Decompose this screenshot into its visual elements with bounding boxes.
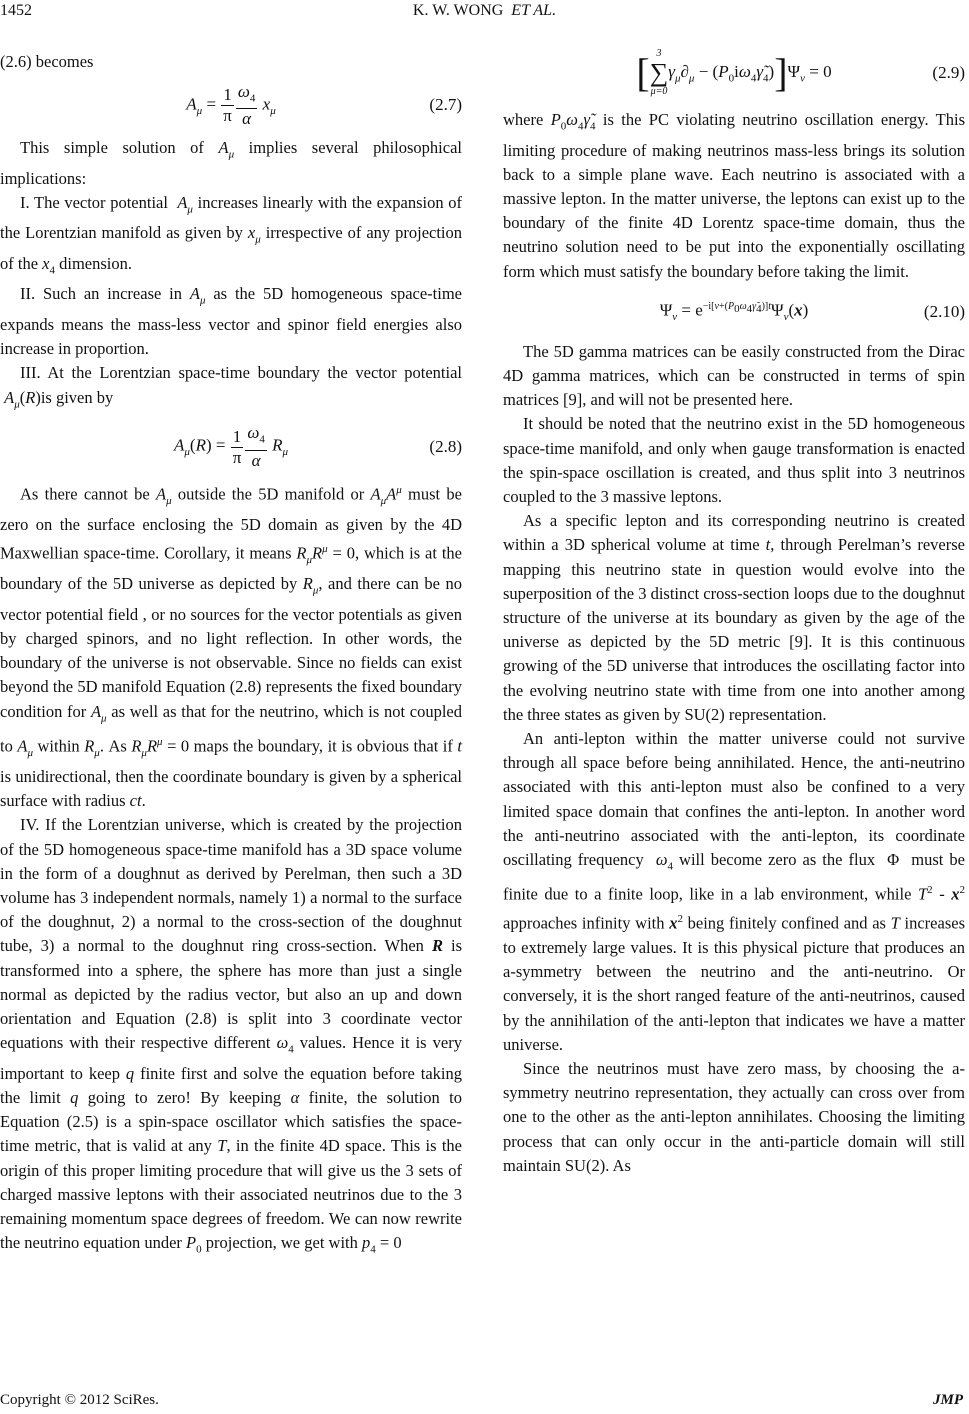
text: finite first and solve the equation before taking the limit — [0, 1063, 462, 1107]
text: increases linearly with the expansion of the Lorentzian manifold as given by — [0, 192, 463, 243]
text: increases to extremely large values. It is this physical picture that produces an a-symmetry between the neutrino and the anti-neutrino. Or conversely, it is the short ranged feature of the anti-neutrinos, caused by the annihilation of the anti-lepton that indicates we have a matter universe. — [503, 913, 965, 1054]
text: q — [125, 1063, 135, 1083]
text: maps the boundary, it is obvious that if — [189, 736, 458, 756]
text: being finitely confined and as — [682, 913, 891, 933]
text: is unidirectional, then the coordinate boundary is given by a spherical surface with radius — [0, 767, 462, 811]
eq-sub: μ — [270, 104, 276, 117]
text: where — [503, 110, 551, 129]
text: , through Perelman’s reverse mapping this neutrino state in question would evolve into the superposition of the 3 distinct cross-section loops due to the doughnut structure of the universe at its boundary as given by the age of the universe as depicted by the 5D metric [9]. It is this continuous growing of the 5D universe that introduces the oscillating factor into the evolving neutrino state with time from one into another among the three states as given by SU(2) representation. — [503, 535, 965, 724]
text: going to zero! By keeping — [78, 1087, 291, 1107]
alpha: α — [242, 108, 252, 128]
text: An anti-lepton within the matter universe could not survive through all space before being annihilated. Hence, the anti-neutrino associated with this anti-lepton must also be confined to a very limited space domain that confines the anti-lepton. In another word the anti-neutrino associated with the anti-lepton, its coordinate oscillating frequency — [503, 728, 965, 869]
text: . — [141, 791, 146, 811]
text: implies several philosophical implications: — [0, 138, 462, 188]
equation-2-9 — [503, 38, 965, 108]
text: approaches infinity with — [503, 913, 670, 933]
equation-number: (2.8) — [429, 436, 462, 456]
summation: 3 ∑ μ=0 — [649, 48, 669, 97]
text: As a specific lepton and its corresponding neutrino is created within a 3D spherical volume at time — [503, 511, 965, 555]
eq-symbol: x — [262, 94, 271, 114]
running-authors — [0, 2, 969, 20]
paragraph: IV. If the Lorentzian universe, which is created by the projection of the 5D homogeneous space-time manifold has a 3D space volume in the form of a doughnut as derived by Perelman, then such a 3D volume has 3 independent normals, namely 1) a normal to the surface of the doughnut, 2) a normal to the cross-section of the doughnut tube, 3) a normal to the doughnut ring cross-section. When R is transformed into a sphere, the sphere has more than just a single normal as depicted by the radius vector, but also an up and down orientation and Equation (2.8) is split into 3 coordinate vector equations with their respective different $\omega_4$ values. Hence it is very important to keep q finite first and solve the equation before taking the limit q going to zero! By keeping α finite, the solution to Equation (2.5) is a spin-space oscillator which satisfies the space-time metric, that is valid at any T, in the finite 4D space. This is the origin of this proper limiting procedure that will give us the 3 sets of charged massive leptons with their associated neutrinos due to the 3 remaining momentum space degrees of freedom. We can now rewrite the neutrino equation under $P_0$ projection, we get with $p_4 = 0$ — [0, 815, 462, 1256]
fraction — [236, 82, 258, 129]
equation-body: [ 3 ∑ μ=0 $\gamma_\mu\partial_\mu$ − $(P_0i\omega_4\gammã_4)]\Psi_\nu = 0$ — [636, 48, 832, 97]
text: irrespective of any projection of the — [0, 223, 463, 273]
sum-lower: μ=0 — [650, 86, 668, 97]
text: t — [457, 736, 462, 756]
denominator: π — [223, 105, 232, 125]
sum-upper: 3 — [656, 48, 662, 59]
fraction: $\frac{1}{\pi}$ — [232, 426, 242, 467]
paragraph: As there cannot be $A_\mu$ outside the 5D manifold or $A_\mu A^\mu$ must be zero on the surface enclosing the 5D domain as given by the 4D Maxwellian space-time. Corollary, it means $R_\mu R^\mu = 0$, which is at the boundary of the 5D universe as depicted by $R_\mu$, and there can be no vector potential field , or no sources for the vector potentials as given by charged spinors, and no light reflection. In other words, the boundary of the universe is not observable. Since no fields can exist beyond the 5D manifold Equation (2.8) represents the fixed boundary condition for $A_\mu$ as well as that for the neutrino, which is not coupled to $A_\mu$ within $R_\mu$. As $R_\mu R^\mu = 0$ maps the boundary, it is obvious that if t is unidirectional, then the coordinate boundary is given by a spherical surface with radius ct. — [0, 484, 462, 811]
denominator — [236, 109, 258, 129]
equation-body: $A_\mu(R)$ = $\frac{1}{\pi}$ $\frac{\omega_4}{\alpha}$ $R_\mu$ — [173, 423, 288, 470]
text: values. Hence it is very important to keep — [0, 1033, 462, 1083]
text: must be finite due to a finite loop, like in a lab environment, while — [503, 849, 966, 904]
copyright: Copyright © 2012 SciRes. — [0, 1392, 159, 1408]
paragraph — [503, 509, 965, 727]
omega: ω — [237, 81, 250, 101]
text: as well as that for the neutrino, which is not coupled to — [0, 701, 462, 756]
page-number: 1452 — [0, 2, 32, 19]
equation-number: (2.10) — [923, 301, 965, 321]
text: is the PC violating neutrino oscillation energy. This limiting procedure of making neutrinos mass-less brings its solution back to a simple plane wave. Each neutrino is associated with a massive lepton. In the matter universe, the leptons can exist up to the boundary of the finite 4D Lorentz space-time domain, thus the neutrino solution need to be put into the exponentially oscillating form which must satisfy the boundary before taking the limit. — [503, 110, 965, 281]
text: projection, we get with — [201, 1233, 363, 1253]
journal-name: JMP — [933, 1392, 963, 1408]
page-header — [0, 2, 969, 24]
text: as the 5D homogeneous space-time expands means the mass-less vector and spinor field energies also increase in proportion. — [0, 284, 462, 359]
numerator — [236, 82, 258, 109]
text: outside the 5D manifold or — [171, 484, 371, 504]
text: = 0 — [375, 1233, 402, 1253]
text: IV. If the Lorentzian universe, which is created by the projection of the 5D homogeneous space-time manifold has a 3D space volume in the form of a doughnut as derived by Perelman, then such a 3D volume has 3 independent normals, namely 1) a normal to the surface of the doughnut, 2) a normal to the cross-section of the doughnut tube, 3) a normal to the doughnut ring cross-section. When — [0, 815, 462, 956]
text: must be zero on the surface enclosing the 5D domain as given by the 4D Maxwellian space-time. Corollary, it means — [0, 484, 462, 563]
text: II. Such an increase in — [20, 284, 190, 304]
paragraph: This simple solution of $A_\mu$ implies several philosophical implications: — [0, 138, 462, 188]
paragraph: where $P_0\omega_4\gammã_4$ is the PC violating neutrino oscillation energy. This limiting procedure of making neutrinos mass-less brings its solution back to a simple plane wave. Each neutrino is associated with a massive lepton. In the matter universe, the leptons can exist up to the boundary of the finite 4D Lorentz space-time domain, thus the neutrino solution need to be put into the exponentially oscillating form which must satisfy the boundary before taking the limit. — [503, 110, 965, 281]
text: ct — [129, 791, 142, 811]
eq-sub: 4 — [249, 91, 256, 104]
paragraph: Since the neutrinos must have zero mass, by choosing the a-symmetry neutrino representation, they actually can cross over from one to the other as the anti-lepton annihilates. Choosing the limiting process that can only occur in the anti-particle domain will still maintain SU(2). As — [503, 1058, 965, 1175]
text: q — [70, 1087, 79, 1107]
numerator: 1 — [221, 85, 234, 106]
fraction — [221, 85, 234, 126]
paragraph: III. At the Lorentzian space-time boundary the vector potential $A_\mu(R)is$ given by — [4, 363, 462, 410]
text: , in the finite 4D space. This is the origin of this proper limiting procedure that will give us the 3 sets of charged massive leptons with their associated neutrinos due to the 3 remaining momentum space degrees of freedom. We can now rewrite the neutrino equation under — [0, 1136, 462, 1253]
equation-2-10 — [503, 284, 965, 340]
equation-body: $A_\mu$ = $\frac{1}{\pi}$ $\frac{\omega_4}{\alpha}$ $x_\mu$ — [186, 81, 276, 128]
paragraph: An anti-lepton within the matter universe could not survive through all space before being annihilated. Hence, the anti-neutrino associated with this anti-lepton must also be confined to a very limited space domain that confines the anti-lepton. In another word the anti-neutrino associated with the anti-lepton, its coordinate oscillating frequency $\omega_4$ will become zero as the flux Φ must be finite due to a finite loop, like in a lab environment, while $T^2 - x^2$ approaches infinity with $x^2$ being finitely confined and as T increases to extremely large values. It is this physical picture that produces an a-symmetry between the neutrino and the anti-neutrino. Or conversely, it is the short ranged feature of the anti-neutrinos, caused by the annihilation of the anti-lepton that indicates we have a matter universe. — [503, 728, 966, 1054]
equation-number: (2.7) — [429, 95, 462, 115]
text: T — [217, 1136, 227, 1156]
fraction: $\frac{\omega_4}{\alpha}$ — [247, 423, 265, 470]
text: As there cannot be — [20, 484, 156, 504]
equation-body: $\Psi_\nu = e^{-i[\nu+(P_0\omega_4\gammã_4)]t}\Psi_\nu(x)$ — [659, 300, 809, 323]
text: . As — [99, 736, 132, 756]
text: is transformed into a sphere, the sphere has more than just a single normal as depicted by the radius vector, but also an up and down orientation and Equation (2.8) is split into 3 coordinate vector equations with their respective different — [0, 936, 462, 1053]
text: will become zero as the flux — [672, 849, 882, 869]
text: III. At the Lorentzian space-time boundary the vector potential — [20, 363, 462, 383]
et-al: ET AL. — [511, 2, 557, 19]
text: R — [431, 936, 443, 956]
equation-2-8 — [0, 416, 462, 478]
paragraph: I. The vector potential $A_\mu$ increases linearly with the expansion of the Lorentzian manifold as given by $x_\mu$ irrespective of any projection of the $x_4$ dimension. — [0, 192, 463, 277]
text: , which is at the boundary of the 5D universe as depicted by — [0, 543, 462, 594]
text: , and there can be no vector potential field , or no sources for the vector potentials as given by charged spinors, and no light reflection. In other words, the boundary of the universe is not observable. Since no fields can exist beyond the 5D manifold Equation (2.8) represents the fixed boundary condition for — [0, 574, 462, 721]
paragraph: (2.6) becomes — [0, 52, 94, 71]
right-column — [503, 38, 965, 1178]
eq-sub: μ — [196, 104, 203, 117]
text: finite, the solution to Equation (2.5) is a spin-space oscillator which satisfies the space-time metric, that is valid at any — [0, 1087, 462, 1156]
equation-2-7 — [0, 74, 462, 136]
equation-number: (2.9) — [932, 62, 965, 82]
text: dimension. — [54, 253, 132, 273]
paragraph: The 5D gamma matrices can be easily constructed from the Dirac 4D gamma matrices, which can be constructed in terms of spin matrices [9], and will not be presented here. — [503, 341, 965, 410]
text: This simple solution of — [20, 138, 219, 158]
text: t — [765, 535, 771, 555]
text: I. The vector potential — [20, 192, 173, 212]
paragraph: It should be noted that the neutrino exist in the 5D homogeneous space-time manifold, and only when gauge transformation is enacted the spin-space oscillation is created, and thus split into 3 neutrinos coupled to the 3 massive leptons. — [503, 414, 965, 506]
text: is given by — [40, 387, 114, 407]
eq-symbol: A — [186, 94, 197, 114]
text: within — [32, 736, 85, 756]
paragraph: II. Such an increase in $A_\mu$ as the 5D homogeneous space-time expands means the mass-less vector and spinor field energies also increase in proportion. — [0, 284, 462, 359]
text: p — [362, 1233, 371, 1253]
text: Φ — [887, 849, 900, 869]
authors-text: K. W. WONG — [412, 2, 504, 19]
text: α — [290, 1087, 300, 1107]
left-column — [0, 50, 462, 1262]
